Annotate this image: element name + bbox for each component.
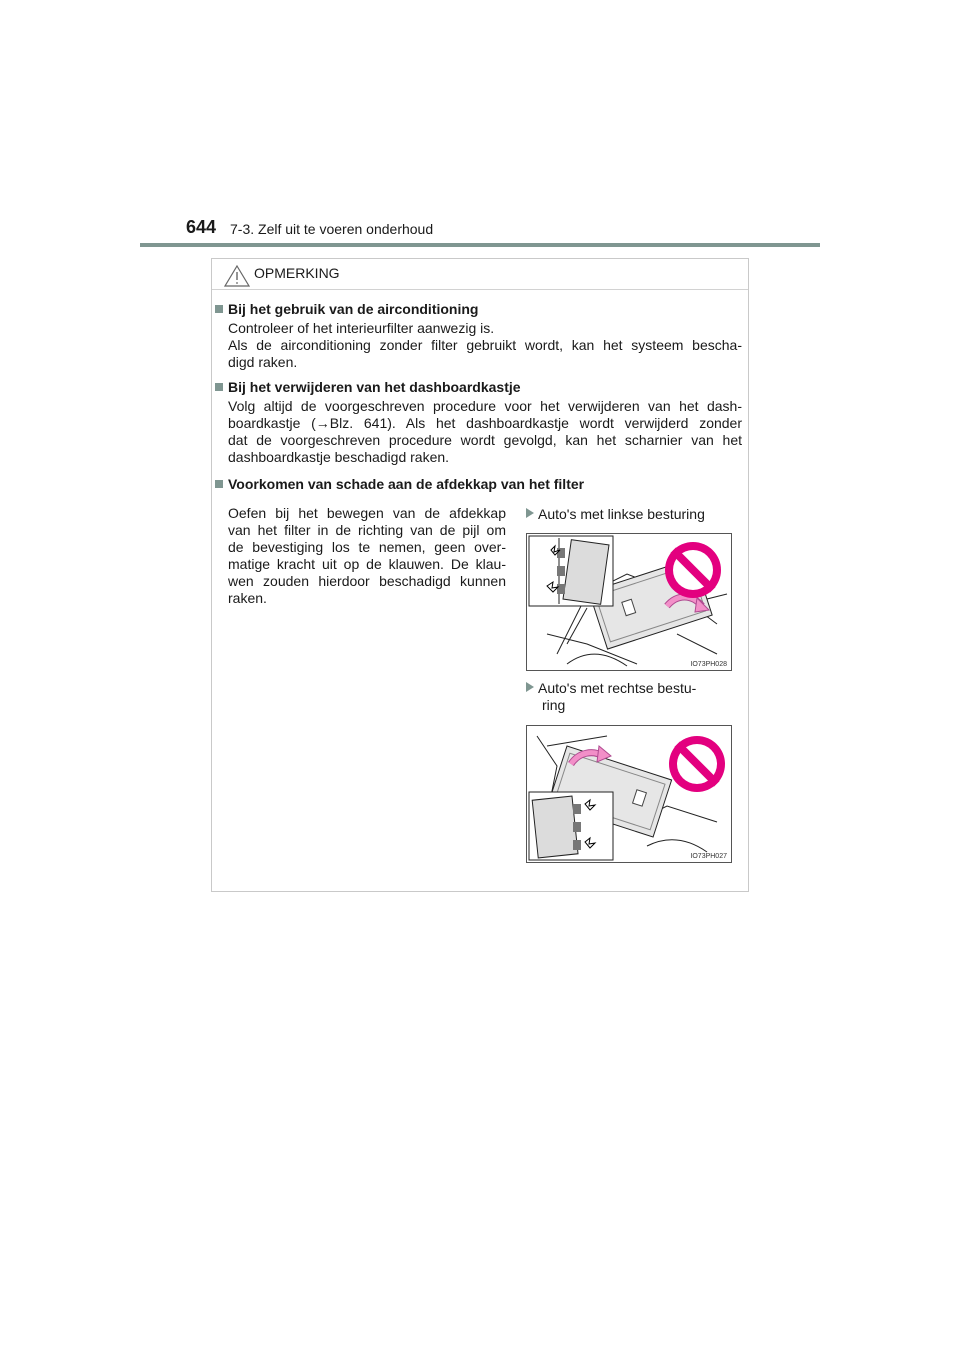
triangle-bullet-icon [526, 682, 534, 692]
triangle-bullet-icon [526, 508, 534, 518]
section-text: Controleer of het interieurfilter aanwezig is. Als de airconditioning zonder filter gebruikt wordt, kan het systeem bescha- digd raken. [228, 320, 742, 370]
illustration-lhd [526, 533, 732, 671]
header-divider [140, 243, 820, 247]
figure-code: IO73PH027 [690, 853, 727, 860]
case-label-rhd: Auto's met rechtse bestu- ring [526, 680, 696, 714]
section-afdekkap: Voorkomen van schade aan de afdekkap van het filter [212, 476, 750, 876]
page-number: 644 [186, 217, 217, 237]
chapter-title: 7-3. Zelf uit te voeren onderhoud [230, 221, 434, 237]
section-text: Volg altijd de voorgeschreven procedure voor het verwijderen van het dash- boardkastje (→Blz. 641). Als het dashboardkastje wordt verwijderd zonder dat de voorgeschreven procedure wordt gevolgd, kan het scharnier van het dashboardkastje beschadigd raken. [228, 398, 742, 465]
figure-code: IO73PH028 [690, 661, 727, 668]
illustration-rhd [526, 725, 732, 863]
square-bullet-icon [215, 305, 223, 313]
square-bullet-icon [215, 383, 223, 391]
notice-header [212, 259, 748, 290]
afdekkap-text: Oefen bij het bewegen van de afdekkap van het filter in de richting van de pijl om de bevestiging los te nemen, geen over- matige kracht uit op de klauwen. De klau- wen zouden hierdoor beschadigd kunnen raken. [228, 505, 506, 606]
case-label-lhd: Auto's met linkse besturing [526, 506, 705, 523]
square-bullet-icon [215, 480, 223, 488]
notice-title: OPMERKING [254, 265, 340, 281]
notice-box: OPMERKING Bij het gebruik van de airconditioning Controleer of het interieurfilter aanwezig is. Als de airconditioning zonder filter gebruikt wordt, kan het systeem bescha- digd raken. Bij het verwijderen van het dashboardkastje Volg altijd de voorgeschreven procedure voor het verwijderen van het dash- boardkastje (→Blz. 641). Als het dashboardkastje wordt verwijderd zonder dat de voorgeschreven procedure wordt gevolgd, kan het scharnier van het dashboardkastje beschadigd raken. Voorkomen van schade aan de afdekkap van het filter Oefen bij het bewegen van de afdekkap van het filter in de richting van de pijl om de bevestiging los te nemen, geen over- matige kracht uit op de klauwen. De klau- wen zouden hierdoor beschadigd kunnen raken. Auto's met linkse besturing IO73PH028 Auto's met rechtse bestu- ring IO73PH027 [211, 258, 749, 892]
warning-triangle-icon [224, 265, 250, 287]
zoom-inset [529, 792, 613, 860]
